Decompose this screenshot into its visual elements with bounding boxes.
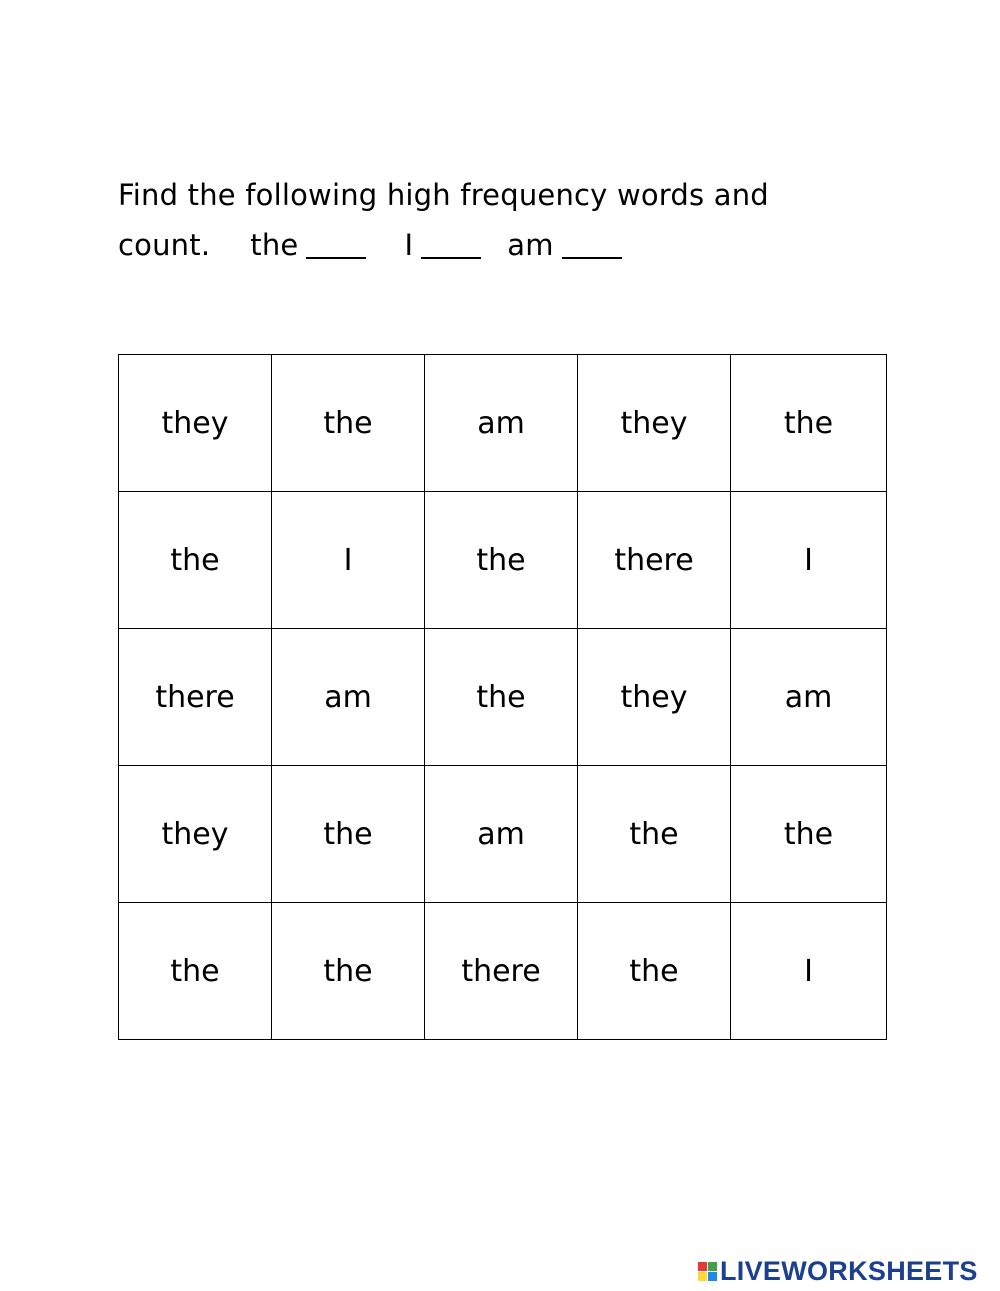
count-blank-i[interactable] bbox=[421, 227, 481, 259]
word-cell[interactable]: there bbox=[425, 903, 578, 1040]
logo-block bbox=[698, 1272, 707, 1281]
target-word-am: am bbox=[507, 228, 554, 262]
grid-row bbox=[119, 492, 887, 629]
count-blank-the[interactable] bbox=[306, 227, 366, 259]
word-cell[interactable]: the bbox=[272, 766, 425, 903]
word-cell[interactable]: the bbox=[425, 492, 578, 629]
word-cell[interactable]: the bbox=[119, 903, 272, 1040]
word-cell[interactable]: they bbox=[119, 355, 272, 492]
word-cell[interactable]: am bbox=[425, 766, 578, 903]
instructions bbox=[118, 170, 878, 270]
logo-block bbox=[708, 1272, 717, 1281]
word-cell[interactable]: the bbox=[578, 766, 731, 903]
instruction-line-1: Find the following high frequency words and bbox=[118, 178, 769, 212]
word-cell[interactable]: the bbox=[272, 355, 425, 492]
target-word-the: the bbox=[250, 228, 299, 262]
word-cell[interactable]: the bbox=[731, 766, 887, 903]
grid-row bbox=[119, 629, 887, 766]
word-cell[interactable]: the bbox=[731, 355, 887, 492]
logo-block bbox=[698, 1262, 707, 1271]
liveworksheets-logo bbox=[698, 1256, 978, 1286]
target-word-i: I bbox=[404, 228, 414, 262]
word-cell[interactable]: they bbox=[119, 766, 272, 903]
word-grid bbox=[118, 354, 887, 1040]
word-cell[interactable]: I bbox=[731, 903, 887, 1040]
word-cell[interactable]: they bbox=[578, 629, 731, 766]
word-cell[interactable]: am bbox=[731, 629, 887, 766]
word-cell[interactable]: am bbox=[272, 629, 425, 766]
logo-block bbox=[708, 1262, 717, 1271]
word-cell[interactable]: I bbox=[272, 492, 425, 629]
word-cell[interactable]: the bbox=[578, 903, 731, 1040]
word-cell[interactable]: the bbox=[119, 492, 272, 629]
logo-blocks-icon bbox=[698, 1262, 717, 1281]
word-cell[interactable]: am bbox=[425, 355, 578, 492]
word-cell[interactable]: there bbox=[119, 629, 272, 766]
word-cell[interactable]: I bbox=[731, 492, 887, 629]
count-blank-am[interactable] bbox=[562, 227, 622, 259]
instruction-line-2 bbox=[118, 220, 878, 270]
grid-row bbox=[119, 355, 887, 492]
logo-text: LIVEWORKSHEETS bbox=[720, 1255, 978, 1286]
count-label: count. bbox=[118, 228, 211, 262]
grid-row bbox=[119, 903, 887, 1040]
word-cell[interactable]: there bbox=[578, 492, 731, 629]
grid-row bbox=[119, 766, 887, 903]
word-cell[interactable]: the bbox=[425, 629, 578, 766]
word-cell[interactable]: the bbox=[272, 903, 425, 1040]
word-cell[interactable]: they bbox=[578, 355, 731, 492]
